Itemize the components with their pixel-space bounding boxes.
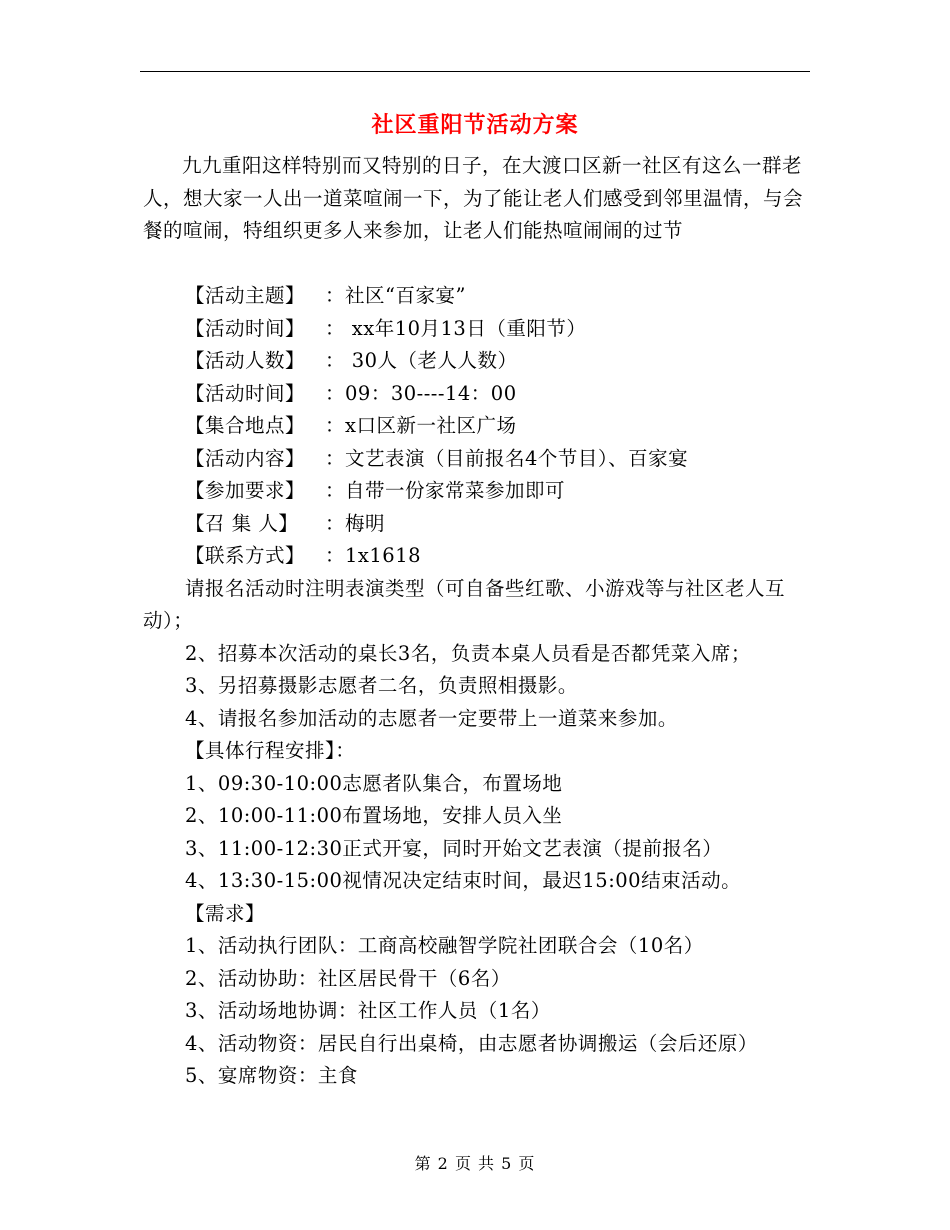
field-value: ：自带一份家常菜参加即可 [325, 479, 566, 502]
field-attendees [143, 345, 813, 378]
field-value: ：文艺表演（目前报名4个节目）、百家宴 [325, 446, 689, 470]
field-value: ： 30人（老人人数） [325, 349, 518, 372]
intro-paragraph: 九九重阳这样特别而又特别的日子，在大渡口区新一社区有这么一群老人，想大家一人出一道菜喧闹一下，为了能让老人们感受到邻里温情，与会餐的喧闹，特组织更多人来参加，让老人们能热喧闹闹的过节 [143, 154, 804, 242]
field-contact [143, 540, 813, 573]
header-rule [140, 71, 810, 72]
schedule-item: 1、09:30-10:00志愿者队集合，布置场地 [185, 771, 563, 795]
field-value: ：1x1618 [325, 544, 422, 567]
needs-item: 4、活动物资：居民自行出桌椅，由志愿者协调搬运（会后还原） [185, 1031, 758, 1055]
field-theme [143, 280, 813, 313]
field-location [143, 410, 813, 443]
field-key: 【活动人数】 [185, 349, 306, 372]
field-requirements [143, 475, 813, 508]
needs-item: 2、活动协助：社区居民骨干（6名） [185, 966, 511, 990]
field-value: ：社区“百家宴” [325, 284, 466, 307]
note-line: 3、另招募摄影志愿者二名，负责照相摄影。 [185, 674, 578, 697]
needs-item: 1、活动执行团队：工商高校融智学院社团联合会（10名） [185, 934, 704, 957]
field-key: 【召 集 人】 [185, 511, 299, 535]
field-key: 【联系方式】 [185, 544, 306, 567]
schedule-item: 3、11:00-12:30正式开宴，同时开始文艺表演（提前报名） [185, 836, 723, 860]
field-key: 【集合地点】 [185, 414, 306, 437]
schedule-heading: 【具体行程安排】： [185, 739, 356, 762]
schedule-item: 4、13:30-15:00视情况决定结束时间，最迟15:00结束活动。 [185, 869, 742, 892]
field-organizer [143, 508, 813, 541]
field-time [143, 378, 813, 411]
field-key: 【活动主题】 [185, 284, 306, 307]
field-value: ：x口区新一社区广场 [325, 414, 517, 437]
note-line: 4、请报名参加活动的志愿者一定要带上一道菜来参加。 [185, 706, 678, 730]
field-date [143, 313, 813, 346]
field-value: ：09：30----14：00 [325, 381, 517, 405]
field-key: 【活动时间】 [185, 381, 306, 405]
field-key: 【参加要求】 [185, 479, 306, 502]
page-number: 第 2 页 共 5 页 [414, 1154, 536, 1173]
document-title: 社区重阳节活动方案 [371, 112, 579, 138]
field-key: 【活动时间】 [185, 316, 306, 340]
field-value: ：梅明 [325, 511, 386, 535]
schedule-item: 2、10:00-11:00布置场地，安排人员入坐 [185, 804, 563, 827]
needs-item: 3、活动场地协调：社区工作人员（1名） [185, 999, 551, 1022]
needs-item: 5、宴席物资：主食 [185, 1064, 358, 1087]
field-content [143, 443, 813, 476]
field-key: 【活动内容】 [185, 446, 306, 470]
document-body [143, 280, 813, 1093]
field-value: ： xx年10月13日（重阳节） [325, 316, 587, 340]
note-line: 2、招募本次活动的桌长3名，负责本桌人员看是否都凭菜入席； [185, 641, 751, 665]
note-line: 请报名活动时注明表演类型（可自备些红歌、小游戏等与社区老人互动）； [143, 576, 786, 632]
needs-heading: 【需求】 [185, 901, 266, 925]
